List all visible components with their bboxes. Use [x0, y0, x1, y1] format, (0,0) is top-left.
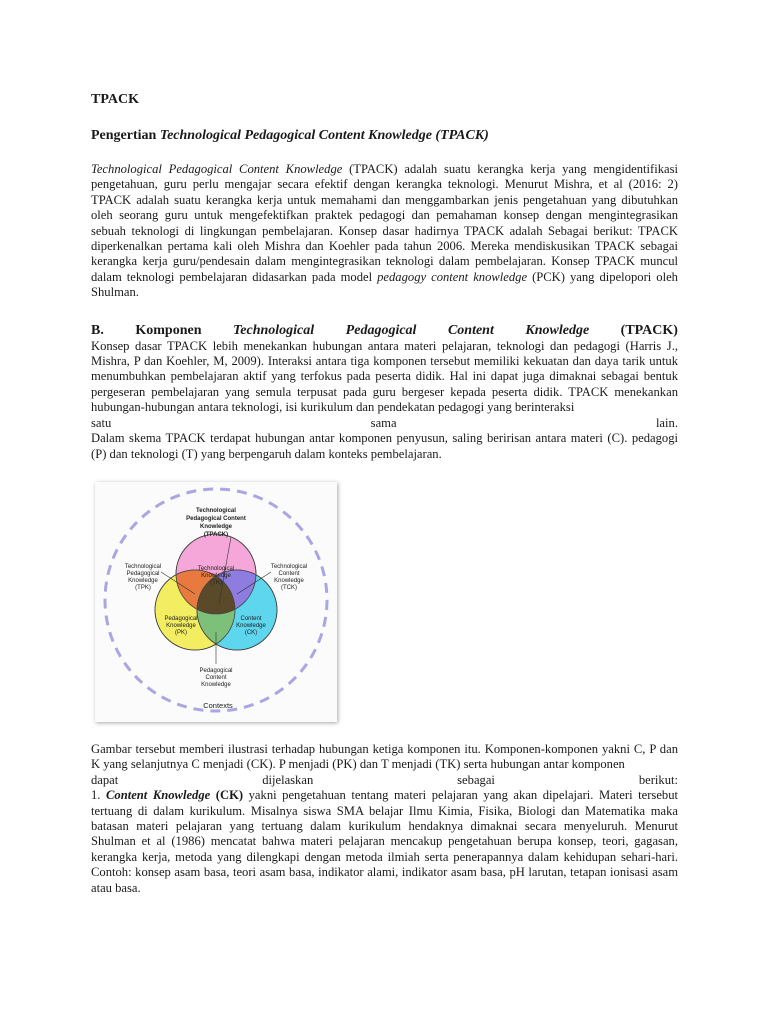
label-tck-1: Technological [270, 563, 308, 570]
label-pck-3: Knowledge [201, 681, 231, 688]
label-tpack-2: Pedagogical Content [186, 515, 246, 522]
label-tk-3: (TK) [210, 579, 222, 586]
label-tpk-4: (TPK) [135, 584, 151, 591]
section-a-body: (TPACK) adalah suatu kerangka kerja yang mengidentifikasi pengetahuan, guru perlu mengajar secara efektif dengan kerangka teknologi. Menurut Mishra, et al (2016: 2) TPACK adalah suatu kerangka kerja untuk memahami dan menggambarkan jenis pengetahuan yang dibutuhkan oleh seorang guru untuk mengefektifkan praktek pedagogi dan pemahaman konsep dengan mengintegrasikan sebuah teknologi di lingkungan pembelajaran. Konsep dasar hadirnya TPACK adalah Sebagai berikut: TPACK diperkenalkan pertama kali oleh Mishra dan Koehler pada tahun 2006. Mereka mendiskusikan TPACK sebagai kerangka kerja guru/pendesain dalam mengintegrasikan teknologi dalam pembelajaran. Konsep TPACK muncul dalam teknologi pembelajaran didasarkan pada model [91, 162, 678, 284]
label-pck-2: Content [205, 674, 227, 681]
item-number: 1. [91, 788, 106, 803]
document-title: TPACK [91, 92, 139, 107]
label-pk-1: Pedagogical [164, 615, 198, 622]
section-b-paragraph-1-last-line [91, 416, 678, 431]
tpack-diagram [95, 482, 337, 722]
justified-word: sama [370, 415, 397, 430]
section-c-paragraph-1: Gambar tersebut memberi ilustrasi terhadap hubungan ketiga komponen itu. Komponen-komponen yakni C, P dan K yang selanjutnya C menjadi (CK). P menjadi (PK) dan T menjadi (TK) serta hubungan antar komponen [91, 741, 678, 772]
label-pk-3: (PK) [175, 629, 187, 636]
pck-term: pedagogy content knowledge [377, 269, 528, 284]
section-b-word: (TPACK) [620, 322, 678, 338]
tpack-venn-svg [95, 482, 337, 722]
justified-word: sebagai [457, 772, 495, 787]
label-tck-3: Knowledge [274, 577, 304, 584]
section-a-heading-italic: Technological Pedagogical Content Knowledge (TPACK) [159, 128, 489, 143]
label-tk-1: Technological [197, 565, 235, 572]
section-b-heading [91, 323, 678, 339]
section-b-paragraph-1: Konsep dasar TPACK lebih menekankan hubungan antara materi pelajaran, teknologi dan pedagogi (Harris J., Mishra, P dan Koehler, M, 2009). Interaksi antara tiga komponen tersebut memiliki kekuatan dan daya tarik untuk menumbuhkan pembelajaran aktif yang terfokus pada peserta didik. Hal ini dapat juga dimaknai sebagai bentuk pergeseran pembelajaran yang semula terpusat pada guru bergeser kepada peserta didik. TPACK menekankan hubungan-hubungan antara teknologi, isi kurikulum dan pendekatan pedagogi yang berinteraksi [91, 338, 678, 415]
content-knowledge-abbr: (CK) [210, 788, 244, 803]
label-ck-3: (CK) [244, 629, 258, 636]
content-knowledge-body: yakni pengetahuan tentang materi pelajaran yang akan dipelajari. Materi tersebut tertuang di dalam kurikulum. Misalnya siswa SMA belajar Ilmu Kimia, Fisika, Biologi dan Matematika maka batasan materi pelajaran yang tertuang dalam kurikulum hendaknya dimaknai secara menyeluruh. Menurut Shulman et al (1986) mencatat bahwa materi pelajaran mencakup pengetahuan berupa konsep, teori, gagasan, kerangka kerja, metoda yang dilengkapi dengan metoda ilmiah serta penerapannya dalam kehidupan sehari-hari. Contoh: konsep asam basa, teori asam basa, indikator alami, indikator asam basa, pH larutan, tetapan ionisasi asam atau basa. [91, 788, 678, 895]
justified-word: lain. [655, 415, 678, 430]
justified-word: dapat [91, 772, 119, 787]
label-tck-4: (TCK) [281, 584, 297, 591]
label-tpack-3: Knowledge [199, 523, 233, 530]
label-contexts: Contexts [203, 700, 233, 710]
section-c-paragraph-1-last-line [91, 773, 678, 788]
label-tpk-2: Pedagogical [126, 570, 160, 577]
section-a-tail: (PCK) yang dipelopori oleh Shulman. [91, 269, 678, 300]
tpack-term: Technological Pedagogical Content Knowledge [91, 162, 343, 176]
section-b-paragraph-2: Dalam skema TPACK terdapat hubungan antar komponen penyusun, saling beririsan antara materi (C). pedagogi (P) dan teknologi (T) yang berpengaruh dalam konteks pembelajaran. [91, 431, 678, 461]
section-a-heading [91, 128, 678, 144]
section-b-word: Technological [233, 322, 315, 338]
label-pk-2: Knowledge [166, 622, 196, 629]
label-tpk-1: Technological [124, 563, 162, 570]
label-ck-1: Content [240, 615, 262, 622]
label-tk-2: Knowledge [201, 572, 231, 579]
content-knowledge-item [91, 788, 678, 896]
label-tpack-4: (TPACK) [203, 531, 229, 538]
justified-word: dijelaskan [262, 772, 314, 787]
justified-word: satu [91, 415, 112, 430]
document-page [91, 92, 678, 896]
section-b-word: Knowledge [525, 322, 590, 338]
section-b-word: Pedagogical [345, 322, 417, 338]
label-tpk-3: Knowledge [128, 577, 158, 584]
content-knowledge-term: Content Knowledge [106, 788, 211, 803]
section-b-word: Komponen [135, 322, 202, 338]
section-b-word: B. [91, 322, 104, 338]
label-tck-2: Content [278, 570, 300, 577]
label-tpack-1: Technological [196, 507, 236, 514]
section-a-paragraph [91, 162, 678, 301]
section-a-heading-plain: Pengertian [91, 128, 160, 143]
label-ck-2: Knowledge [236, 622, 266, 629]
justified-word: berikut: [638, 772, 678, 787]
label-pck-1: Pedagogical [199, 667, 233, 674]
section-b-word: Content [447, 322, 494, 338]
